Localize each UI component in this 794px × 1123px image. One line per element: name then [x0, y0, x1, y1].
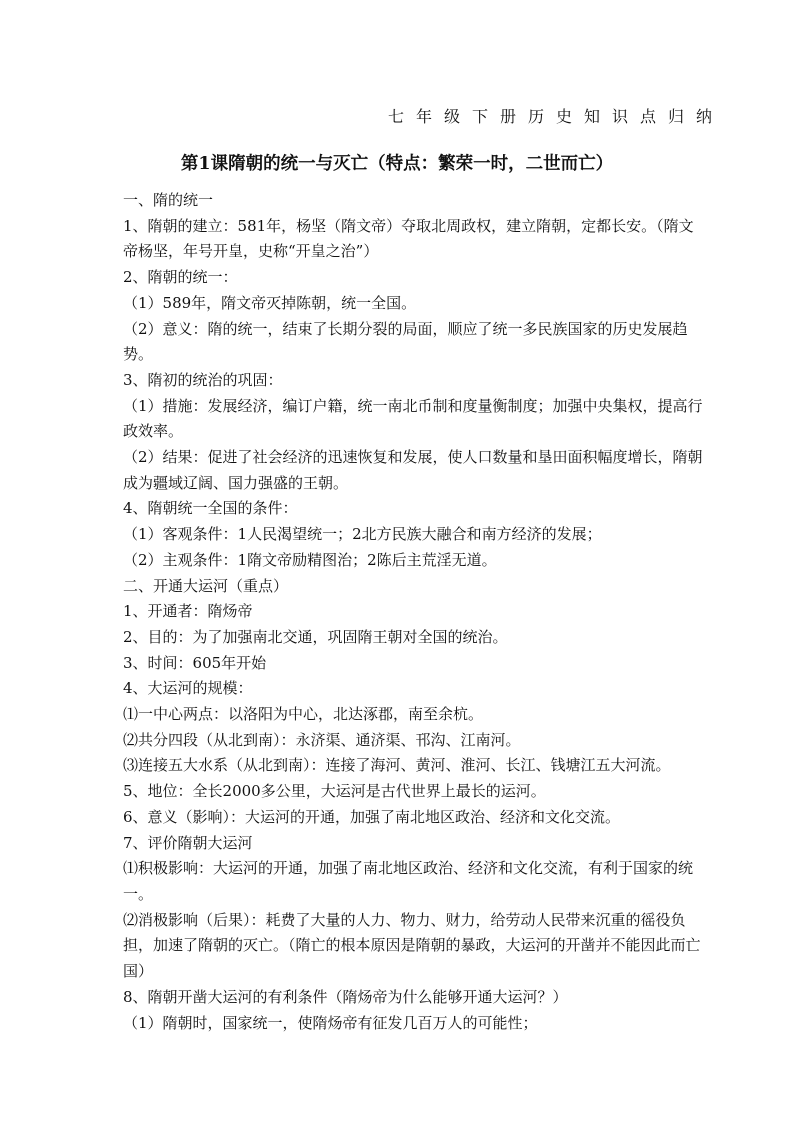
- document-header-title: 七年级下册历史知识点归纳: [387, 107, 724, 126]
- text-line: 5、地位：全长2000多公里，大运河是古代世界上最长的运河。: [123, 782, 546, 801]
- text-line: 3、隋初的统治的巩固：: [123, 370, 283, 389]
- text-line: ⑵共分四段（从北到南）：永济渠、通济渠、邗沟、江南河。: [123, 730, 521, 749]
- text-line: （2）主观条件：1隋文帝励精图治；2陈后主荒淫无道。: [123, 550, 497, 569]
- section-heading: 二、开通大运河（重点）: [123, 576, 289, 595]
- text-line: ⑶连接五大水系（从北到南）：连接了海河、黄河、淮河、长江、钱塘江五大河流。: [123, 756, 671, 775]
- content-body: [123, 188, 703, 1036]
- text-line: 3、时间：605年开始: [123, 653, 267, 672]
- text-line: 6、意义（影响）：大运河的开通，加强了南北地区政治、经济和文化交流。: [123, 807, 621, 826]
- text-line: 8、隋朝开凿大运河的有利条件（隋炀帝为什么能够开通大运河？）: [123, 987, 568, 1006]
- text-line: 2、目的：为了加强南北交通，巩固隋王朝对全国的统治。: [123, 627, 508, 646]
- text-line: ⑴积极影响：大运河的开通，加强了南北地区政治、经济和文化交流，有利于国家的统一。: [123, 859, 694, 903]
- text-line: （1）589年，隋文帝灭掉陈朝，统一全国。: [123, 293, 417, 312]
- text-line: 1、开通者：隋炀帝: [123, 602, 253, 621]
- text-line: （2）结果：促进了社会经济的迅速恢复和发展，使人口数量和垦田面积幅度增长，隋朝成为疆域辽阔、国力强盛的王朝。: [123, 448, 703, 492]
- lesson-title: 第1课隋朝的统一与灭亡（特点：繁荣一时，二世而亡）: [180, 154, 614, 174]
- text-line: ⑵消极影响（后果）：耗费了大量的人力、物力、财力，给劳动人民带来沉重的徭役负担，加速了隋朝的灭亡。（隋亡的根本原因是隋朝的暴政，大运河的开凿并不能因此而亡国）: [123, 910, 701, 981]
- text-line: （1）措施：发展经济，编订户籍，统一南北币制和度量衡制度；加强中央集权，提高行政效率。: [123, 396, 703, 441]
- text-line: （1）隋朝时，国家统一，使隋炀帝有征发几百万人的可能性；: [123, 1013, 538, 1032]
- text-line: 2、隋朝的统一：: [123, 268, 238, 287]
- text-line: 1、隋朝的建立：581年，杨坚（隋文帝）夺取北周政权，建立隋朝，定都长安。（隋文帝杨坚，年号开皇，史称“开皇之治”）: [123, 216, 694, 261]
- text-line: 4、大运河的规模：: [123, 679, 253, 698]
- text-line: 4、隋朝统一全国的条件：: [123, 499, 298, 518]
- text-line: 7、评价隋朝大运河: [123, 833, 253, 852]
- text-line: ⑴一中心两点：以洛阳为中心，北达涿郡，南至余杭。: [123, 705, 484, 724]
- section-heading: 一、隋的统一: [123, 191, 214, 209]
- text-line: （2）意义：隋的统一，结束了长期分裂的局面，顺应了统一多民族国家的历史发展趋势。: [123, 319, 688, 364]
- text-line: （1）客观条件：1人民渴望统一；2北方民族大融合和南方经济的发展；: [123, 525, 602, 544]
